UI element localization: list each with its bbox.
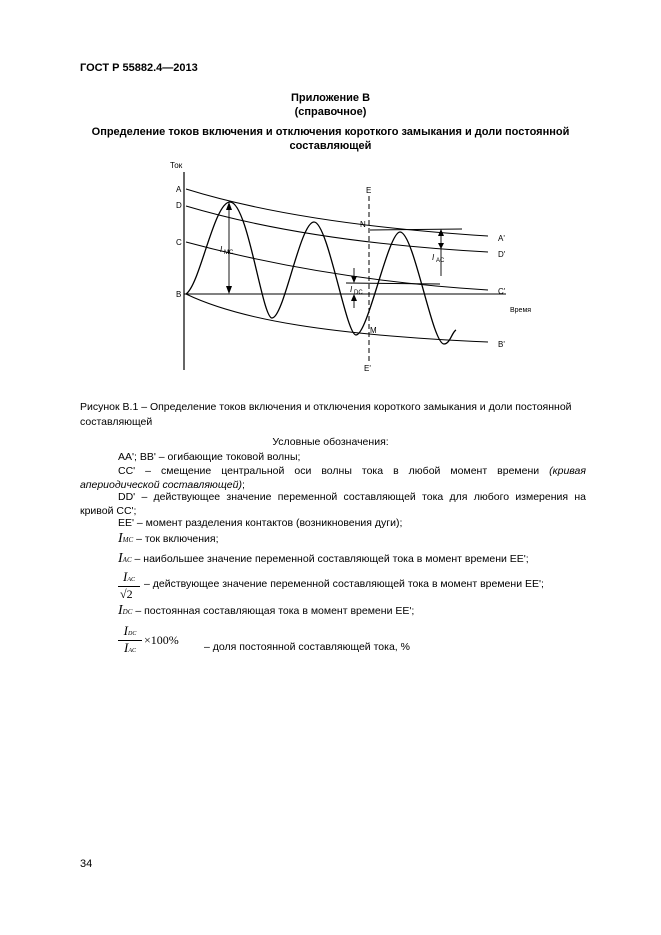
caption-line1: Рисунок В.1 – Определение токов включения и отключения короткого замыкания и доли постоянной [80,401,572,413]
curve-bb [186,294,488,342]
iac-symbol: I [118,551,123,566]
idc-symbol: I [118,603,123,618]
legend-imc [118,532,586,547]
ratio-numerator [118,624,142,641]
standard-header: ГОСТ Р 55882.4—2013 [80,62,198,74]
ratio-den-subscript: AC [128,648,136,654]
label-e: E [366,186,372,195]
label-c-prime: C' [498,287,506,296]
legend-cc-end: ; [241,479,245,491]
frac-numerator [118,570,140,587]
frac-num-symbol: I [122,569,128,584]
legend-dd [80,490,586,518]
annex-title: Приложение В [290,92,371,104]
figure-caption [80,400,586,430]
ratio-num-subscript: DC [128,631,137,637]
legend-cc-italic1: (кривая [549,465,586,477]
current-wave [186,202,456,344]
segment-dc [346,283,440,284]
legend-dd-line1: DD' – действующее значение переменной составляющей тока для любого измерения на [118,491,586,503]
figure-diagram [0,0,661,400]
caption-line2: составляющей [80,416,153,428]
imc-subscript: MC [122,536,134,544]
idc-subscript: DC [122,608,133,616]
idc-text: – постоянная составляющая тока в момент времени EE'; [132,605,415,617]
label-b: B [176,290,182,299]
iac-subscript: AC [122,556,132,564]
label-m: M [370,326,377,335]
label-iac-sub: AC [436,258,445,264]
y-axis-label: Ток [170,161,183,170]
legend-ratio [118,624,586,660]
label-a-prime: A' [498,234,505,243]
imc-symbol: I [118,531,123,546]
label-d: D [176,201,182,210]
frac-denominator: √2 [120,587,133,601]
imc-arrow-head-bottom [226,286,232,294]
label-idc: I [350,285,353,294]
imc-text: – ток включения; [133,533,219,545]
label-imc: I [220,245,223,254]
legend-frac [118,570,586,604]
ratio-multiplier: ×100% [144,633,179,647]
legend-cc-italic2: апериодической составляющей) [80,479,242,491]
legend-ee: EE' – момент разделения контактов (возникновения дуги); [118,517,403,529]
legend-cc-text: СС' – смещение центральной оси волны тока в любой момент времени [118,465,540,477]
ratio-text: – доля постоянной составляющей тока, % [204,641,410,653]
iac-text: – наибольшее значение переменной составляющей тока в момент времени EE'; [131,553,529,565]
label-c: C [176,238,182,247]
page-number: 34 [80,858,93,870]
label-e-prime: E' [364,364,371,373]
label-n: N [360,220,366,229]
label-imc-sub: MC [224,250,234,256]
label-a: A [176,185,182,194]
idc-arrow-head-top [351,276,357,283]
iac-arrow-head-mid [438,243,444,249]
legend-cc [80,464,586,492]
label-idc-sub: DC [354,290,363,296]
legend-idc [118,604,586,619]
segment-top [370,229,462,230]
frac-num-subscript: AC [127,577,135,583]
ratio-num-symbol: I [123,623,128,638]
legend-title: Условные обозначения: [272,436,389,448]
annex-heading-line1: Определение токов включения и отключения короткого замыкания и доли постоянной [91,126,570,138]
legend-dd-line2: кривой СС'; [80,505,137,517]
ratio-den-symbol: I [123,640,129,655]
legend-aa: АА'; ВВ' – огибающие токовой волны; [118,451,301,463]
label-d-prime: D' [498,250,506,259]
frac-text: – действующее значение переменной составляющей тока в момент времени EE'; [144,578,544,590]
label-iac: I [432,253,435,262]
legend-iac [118,552,586,567]
annex-heading-line2: составляющей [289,140,372,152]
label-b-prime: B' [498,340,505,349]
ratio-denominator [118,641,142,658]
x-axis-label: Время [510,307,532,314]
annex-subtitle: (справочное) [294,106,367,118]
